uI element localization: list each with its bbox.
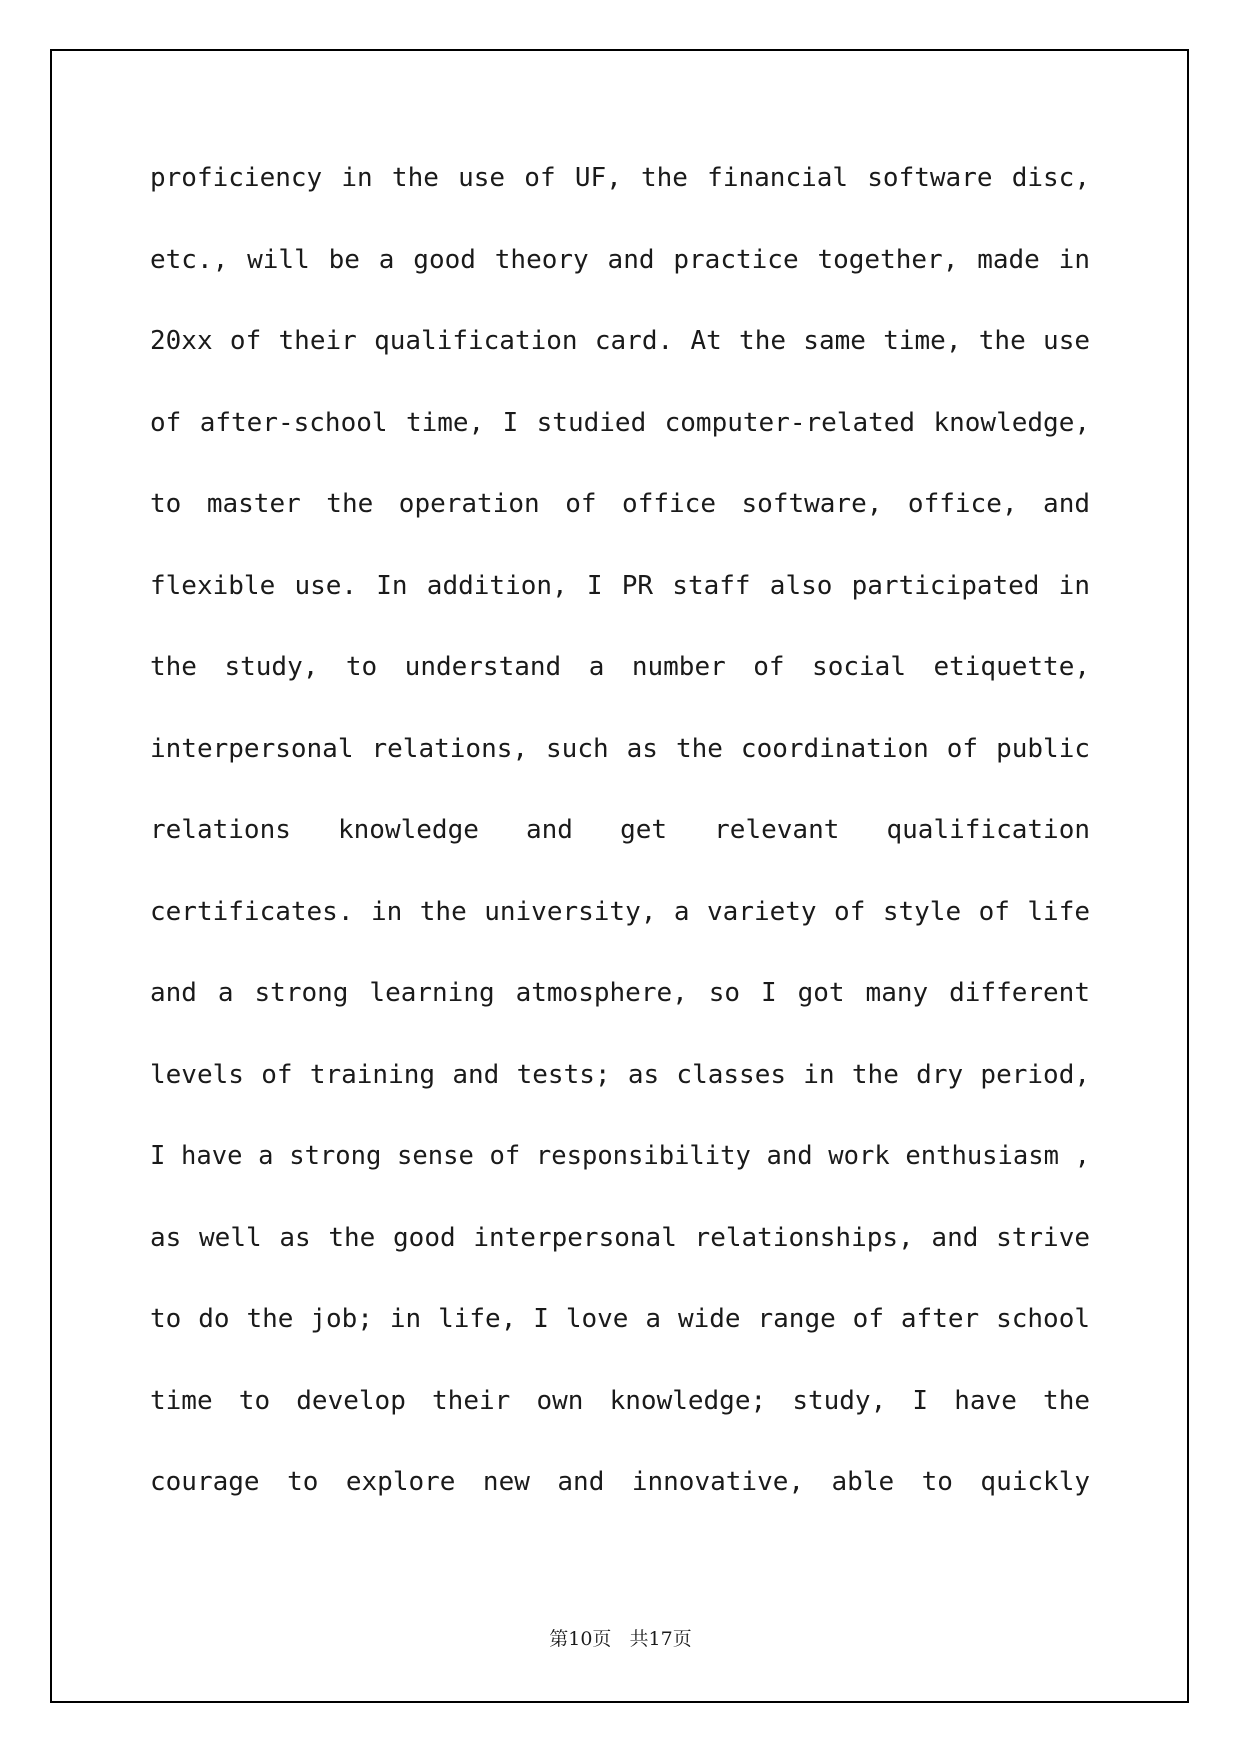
- text-line: 20xx of their qualification card. At the same time, the use: [150, 326, 1090, 356]
- text-line: interpersonal relations, such as the coordination of public: [150, 733, 1090, 764]
- text-line: the study, to understand a number of social etiquette,: [150, 652, 1090, 682]
- text-line: courage to explore new and innovative, able to quickly: [150, 1467, 1090, 1497]
- text-line: time to develop their own knowledge; study, I have the: [150, 1385, 1090, 1416]
- text-line: of after-school time, I studied computer-related knowledge,: [150, 407, 1090, 438]
- text-line: flexible use. In addition, I PR staff also participated in: [150, 570, 1090, 601]
- text-line: proficiency in the use of UF, the financial software disc,: [150, 163, 1090, 193]
- text-line: certificates. in the university, a variety of style of life: [150, 896, 1090, 927]
- text-line: relations knowledge and get relevant qualification: [150, 815, 1090, 845]
- text-line: to master the operation of office software, office, and: [150, 489, 1090, 519]
- text-line: levels of training and tests; as classes in the dry period,: [150, 1059, 1090, 1090]
- page-number-footer: 第10页 共17页: [549, 1628, 692, 1650]
- text-line: and a strong learning atmosphere, so I got many different: [150, 978, 1090, 1008]
- text-line: as well as the good interpersonal relationships, and strive: [150, 1222, 1090, 1253]
- text-line: I have a strong sense of responsibility and work enthusiasm ,: [150, 1141, 1090, 1171]
- text-line: etc., will be a good theory and practice together, made in: [150, 244, 1090, 275]
- document-body: [150, 160, 1090, 1546]
- text-line: to do the job; in life, I love a wide range of after school: [150, 1304, 1090, 1334]
